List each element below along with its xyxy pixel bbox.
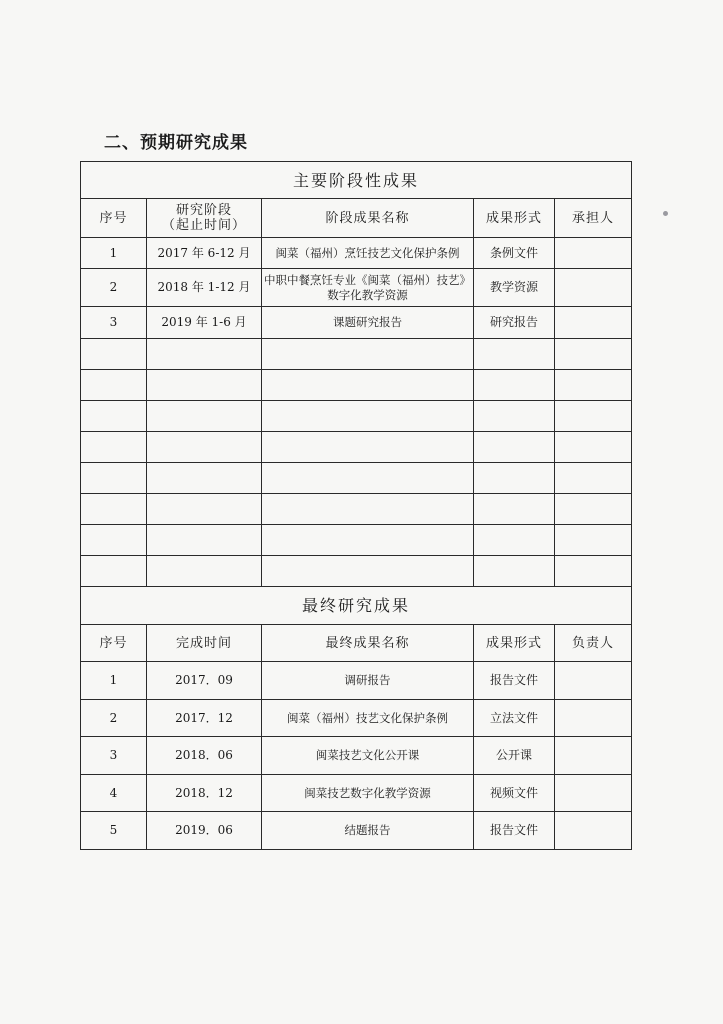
table-cell: 2017．09 (147, 662, 262, 700)
table-cell (147, 525, 262, 556)
table-cell: 结题报告 (262, 812, 474, 850)
stage-header-row (81, 199, 632, 238)
results-table (80, 161, 632, 850)
table-cell: 2 (81, 700, 147, 737)
table-cell: 3 (81, 307, 147, 339)
table-cell (262, 370, 474, 401)
final-table-title: 最终研究成果 (81, 587, 632, 625)
table-row (81, 238, 632, 269)
table-cell: 1 (81, 662, 147, 700)
table-cell (81, 556, 147, 587)
section-heading: 二、预期研究成果 (104, 133, 248, 153)
final-column-header: 最终成果名称 (262, 625, 474, 662)
table-cell (262, 432, 474, 463)
table-cell: 1 (81, 238, 147, 269)
table-cell (555, 812, 632, 850)
table-cell (474, 525, 555, 556)
table-cell: 立法文件 (474, 700, 555, 737)
table-cell: 4 (81, 775, 147, 812)
table-cell (555, 269, 632, 307)
table-cell: 公开课 (474, 737, 555, 775)
table-cell: 闽菜技艺文化公开课 (262, 737, 474, 775)
table-cell: 2019 年 1-6 月 (147, 307, 262, 339)
table-cell (262, 525, 474, 556)
table-cell (262, 494, 474, 525)
table-cell (555, 463, 632, 494)
table-cell (147, 494, 262, 525)
table-cell: 报告文件 (474, 812, 555, 850)
final-column-header: 负责人 (555, 625, 632, 662)
table-cell: 2017．12 (147, 700, 262, 737)
table-row (81, 525, 632, 556)
table-cell (555, 370, 632, 401)
table-row (81, 812, 632, 850)
table-cell (555, 556, 632, 587)
table-cell: 视频文件 (474, 775, 555, 812)
table-row (81, 432, 632, 463)
table-cell (262, 339, 474, 370)
table-cell (555, 339, 632, 370)
table-row (81, 463, 632, 494)
table-cell (81, 370, 147, 401)
table-row (81, 556, 632, 587)
table-cell (555, 700, 632, 737)
stage-title-row (81, 162, 632, 199)
stage-column-header: 阶段成果名称 (262, 199, 474, 238)
table-cell: 5 (81, 812, 147, 850)
table-cell (81, 463, 147, 494)
table-cell (555, 432, 632, 463)
final-column-header: 序号 (81, 625, 147, 662)
stage-column-header: 研究阶段 （起止时间） (147, 199, 262, 238)
table-cell (555, 662, 632, 700)
table-cell: 2018 年 1-12 月 (147, 269, 262, 307)
table-cell: 闽菜（福州）技艺文化保护条例 (262, 700, 474, 737)
table-cell (147, 339, 262, 370)
table-cell (147, 432, 262, 463)
table-cell (555, 775, 632, 812)
table-row (81, 775, 632, 812)
table-cell (474, 401, 555, 432)
table-cell: 闽菜技艺数字化教学资源 (262, 775, 474, 812)
table-row (81, 307, 632, 339)
table-cell (262, 401, 474, 432)
table-cell (474, 556, 555, 587)
table-cell (474, 463, 555, 494)
table-cell: 闽菜（福州）烹饪技艺文化保护条例 (262, 238, 474, 269)
stage-table-title: 主要阶段性成果 (81, 162, 632, 199)
stage-column-header: 承担人 (555, 199, 632, 238)
stage-column-header: 成果形式 (474, 199, 555, 238)
table-cell (555, 238, 632, 269)
table-cell: 2017 年 6-12 月 (147, 238, 262, 269)
table-cell (474, 494, 555, 525)
table-row (81, 662, 632, 700)
table-cell (555, 737, 632, 775)
table-row (81, 370, 632, 401)
table-cell (262, 556, 474, 587)
final-header-row (81, 625, 632, 662)
table-cell: 2 (81, 269, 147, 307)
stage-column-header: 序号 (81, 199, 147, 238)
scan-speck (663, 211, 668, 216)
table-cell (81, 432, 147, 463)
table-cell (147, 463, 262, 494)
table-cell (555, 494, 632, 525)
table-cell (555, 307, 632, 339)
table-cell: 2018．06 (147, 737, 262, 775)
final-title-row (81, 587, 632, 625)
table-row (81, 494, 632, 525)
table-cell (474, 432, 555, 463)
table-cell (81, 525, 147, 556)
table-cell (262, 463, 474, 494)
table-cell (474, 339, 555, 370)
table-cell (147, 401, 262, 432)
final-column-header: 完成时间 (147, 625, 262, 662)
table-cell: 调研报告 (262, 662, 474, 700)
table-row (81, 269, 632, 307)
table-row (81, 700, 632, 737)
table-cell (81, 494, 147, 525)
table-cell (474, 370, 555, 401)
table-cell (555, 401, 632, 432)
table-row (81, 737, 632, 775)
table-cell: 3 (81, 737, 147, 775)
table-cell (147, 556, 262, 587)
table-cell (81, 401, 147, 432)
table-cell (555, 525, 632, 556)
table-row (81, 339, 632, 370)
table-cell: 条例文件 (474, 238, 555, 269)
table-cell (81, 339, 147, 370)
table-cell: 2018．12 (147, 775, 262, 812)
table-cell: 研究报告 (474, 307, 555, 339)
table-cell: 教学资源 (474, 269, 555, 307)
table-row (81, 401, 632, 432)
table-cell: 报告文件 (474, 662, 555, 700)
table-cell: 课题研究报告 (262, 307, 474, 339)
final-column-header: 成果形式 (474, 625, 555, 662)
table-cell: 中职中餐烹饪专业《闽菜（福州）技艺》数字化教学资源 (262, 269, 474, 307)
table-cell: 2019．06 (147, 812, 262, 850)
table-cell (147, 370, 262, 401)
